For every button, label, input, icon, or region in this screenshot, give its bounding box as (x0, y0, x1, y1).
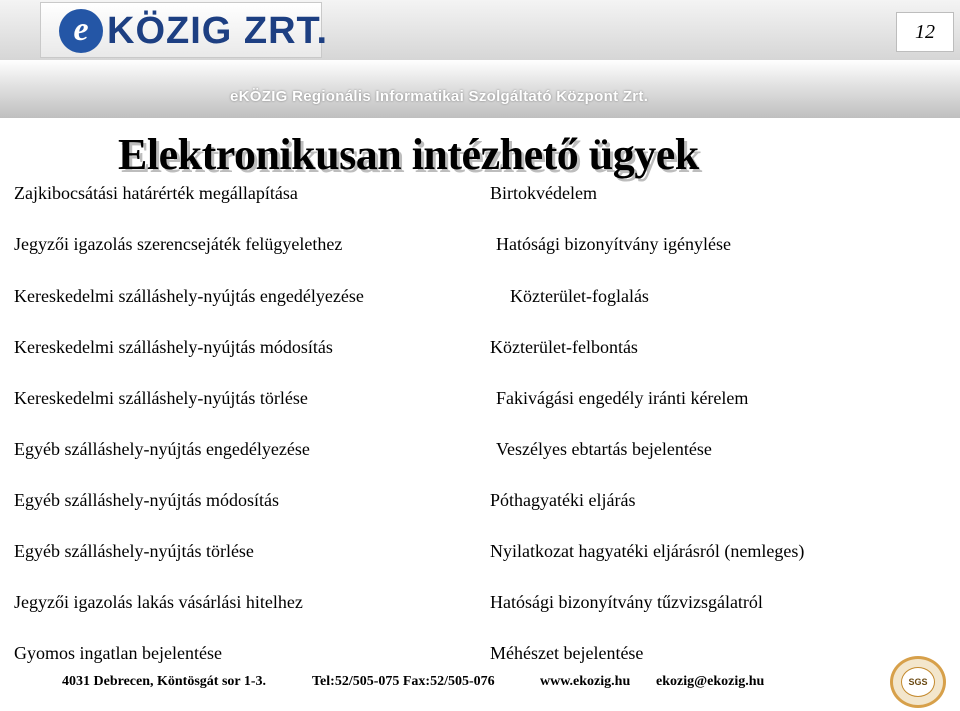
footer-phone-fax: Tel:52/505-075 Fax:52/505-076 (312, 674, 495, 689)
company-logo (40, 2, 329, 58)
list-item: Hatósági bizonyítvány tűzvizsgálatról (490, 592, 763, 612)
list-item: Jegyzői igazolás szerencsejáték felügyelethez (14, 234, 343, 254)
list-item: Póthagyatéki eljárás (490, 490, 636, 510)
list-item: Jegyzői igazolás lakás vásárlási hitelhez (14, 592, 303, 612)
page-number: 12 (896, 12, 954, 52)
list-item: Nyilatkozat hagyatéki eljárásról (nemleges) (490, 541, 805, 561)
sgs-badge-label: SGS (901, 667, 935, 697)
logo-wordmark: KÖZIG ZRT. (107, 10, 329, 52)
list-item: Egyéb szálláshely-nyújtás módosítás (14, 490, 279, 510)
banner-text: eKÖZIG Regionális Informatikai Szolgáltató Központ Zrt. (230, 88, 649, 105)
list-item: Birtokvédelem (490, 183, 597, 203)
list-item: Méhészet bejelentése (490, 643, 644, 663)
list-item: Közterület-foglalás (510, 286, 649, 306)
list-item: Kereskedelmi szálláshely-nyújtás módosítás (14, 337, 333, 357)
list-item: Fakivágási engedély iránti kérelem (496, 388, 749, 408)
list-item: Kereskedelmi szálláshely-nyújtás engedélyezése (14, 286, 364, 306)
sgs-certification-badge (890, 656, 946, 708)
list-item: Veszélyes ebtartás bejelentése (496, 439, 712, 459)
list-item: Gyomos ingatlan bejelentése (14, 643, 222, 663)
list-item: Zajkibocsátási határérték megállapítása (14, 183, 298, 203)
list-item: Hatósági bizonyítvány igénylése (496, 234, 731, 254)
organization-banner (0, 60, 960, 118)
list-item: Egyéb szálláshely-nyújtás engedélyezése (14, 439, 310, 459)
list-item: Kereskedelmi szálláshely-nyújtás törlése (14, 388, 308, 408)
list-item: Egyéb szálláshely-nyújtás törlése (14, 541, 254, 561)
footer-email[interactable]: ekozig@ekozig.hu (656, 674, 765, 689)
slide-title: Elektronikusan intézhető ügyek (118, 130, 699, 179)
footer-address: 4031 Debrecen, Köntösgát sor 1-3. (62, 674, 267, 689)
list-item: Közterület-felbontás (490, 337, 638, 357)
header-band (0, 0, 960, 60)
contact-footer (0, 670, 960, 711)
footer-website[interactable]: www.ekozig.hu (540, 674, 631, 689)
logo-e-mark: e (59, 9, 103, 53)
